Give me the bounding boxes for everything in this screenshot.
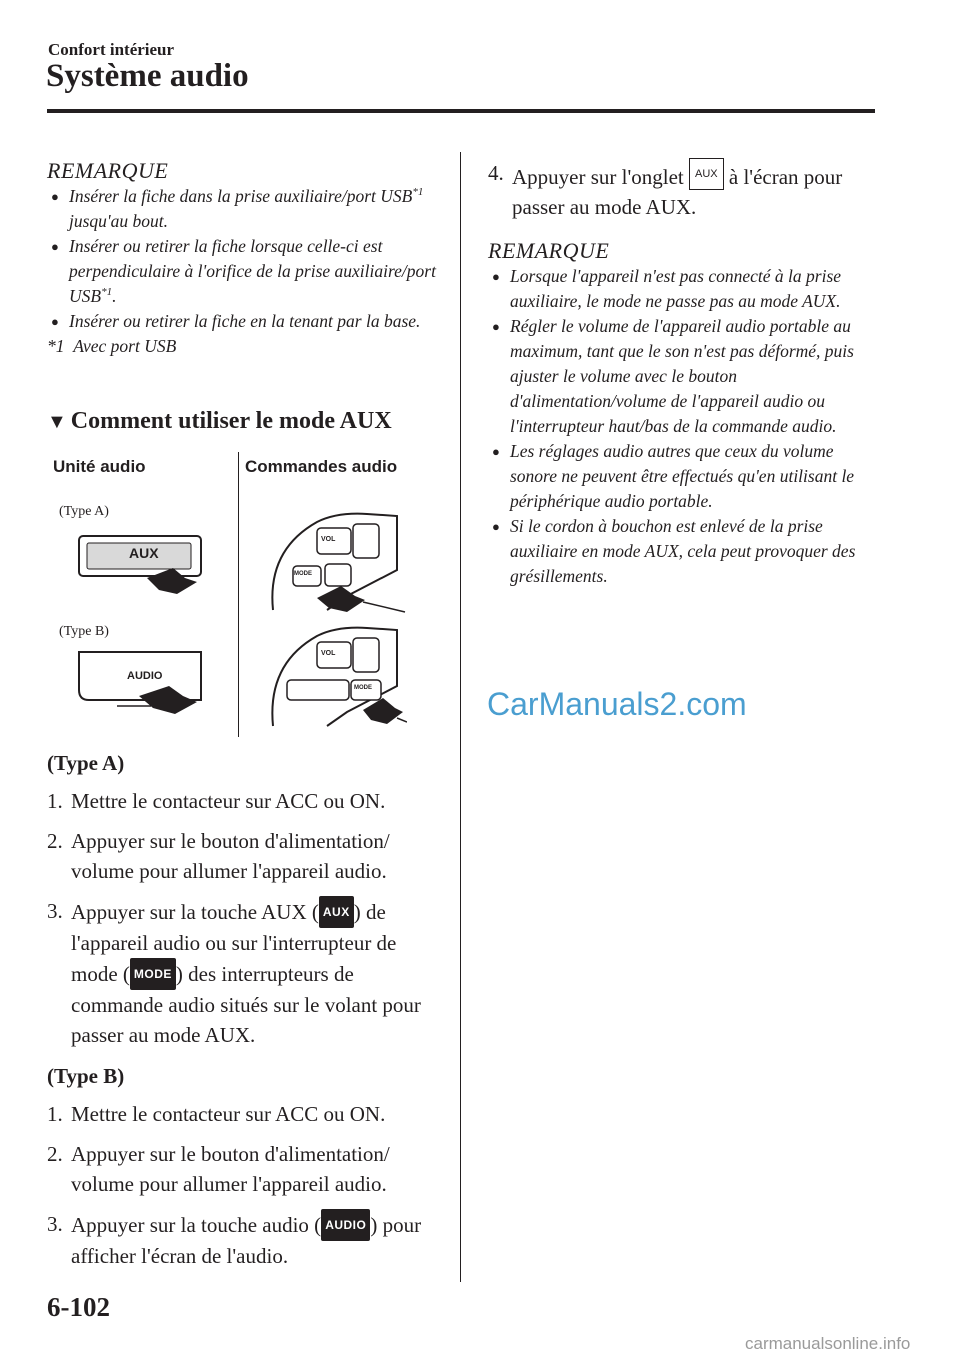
step-number: 3.	[47, 1212, 63, 1236]
step-item	[47, 1209, 442, 1271]
mode-key-label-b: MODE	[354, 685, 372, 691]
step-text: à l'écran pour passer au mode AUX.	[512, 165, 843, 219]
remark-heading: REMARQUE	[488, 238, 610, 263]
audio-key-icon: AUDIO	[321, 1209, 370, 1241]
remark-text: Insérer ou retirer la fiche en la tenant par la base.	[69, 311, 421, 331]
audio-controls-figure	[47, 452, 447, 737]
aux-tab-icon: AUX	[689, 158, 724, 190]
step-item	[47, 1099, 442, 1129]
type-b-label: (Type B)	[59, 624, 109, 639]
vol-key-label-b: VOL	[321, 650, 336, 657]
bullet-icon: ●	[51, 314, 59, 329]
remark-item	[47, 184, 442, 234]
audio-unit-drawing	[77, 648, 207, 718]
bullet-icon: ●	[51, 189, 59, 204]
step-number: 3.	[47, 899, 63, 923]
remark-text: Insérer la fiche dans la prise auxiliaire/port USB	[69, 186, 413, 206]
step-number: 1.	[47, 789, 63, 813]
step-number: 4.	[488, 161, 504, 185]
audio-key-label: AUDIO	[127, 670, 163, 682]
mode-key-label-a: MODE	[294, 571, 312, 577]
title-rule	[47, 109, 875, 113]
footnote-mark: *1	[47, 336, 65, 356]
controls-label: Commandes audio	[245, 457, 398, 476]
step-item	[488, 158, 878, 222]
remark-item	[488, 439, 878, 514]
triangle-down-icon: ▼	[47, 411, 67, 433]
remark-heading: REMARQUE	[47, 158, 169, 183]
left-remark	[47, 158, 442, 359]
type-b-heading: (Type B)	[47, 1064, 125, 1088]
steering-controls-a-drawing	[267, 510, 407, 620]
bullet-icon: ●	[492, 319, 500, 334]
aux-key-icon: AUX	[319, 896, 354, 928]
remark-item	[488, 514, 878, 589]
step-text: Appuyer sur la touche audio (	[71, 1213, 322, 1237]
section-heading-text: Comment utiliser le mode AUX	[70, 408, 392, 434]
figure-divider	[238, 452, 239, 737]
bullet-icon: ●	[492, 519, 500, 534]
bullet-icon: ●	[492, 444, 500, 459]
step-number: 2.	[47, 829, 63, 853]
step-text: ) des interrupteurs de commande audio situés sur le volant pour passer au mode AUX.	[71, 962, 421, 1047]
page-number: 6-102	[47, 1292, 110, 1322]
type-a-heading: (Type A)	[47, 751, 125, 775]
aux-unit-drawing	[77, 532, 207, 596]
remark-item	[488, 264, 878, 314]
step-text: ) de l'appareil audio ou sur l'interrupteur de mode (	[71, 900, 397, 986]
column-divider	[460, 152, 461, 1282]
steering-controls-b-drawing	[267, 624, 407, 736]
bullet-icon: ●	[492, 269, 500, 284]
step-text: Mettre le contacteur sur ACC ou ON.	[71, 789, 386, 813]
section-heading	[47, 408, 392, 435]
step-item	[47, 786, 442, 816]
remark-item	[47, 309, 442, 334]
step-text: Appuyer sur la touche AUX (	[71, 900, 319, 924]
watermark: CarManuals2.com	[487, 686, 747, 722]
instructions-left	[47, 751, 442, 1271]
step-text: Appuyer sur le bouton d'alimentation/ volume pour allumer l'appareil audio.	[71, 1142, 390, 1196]
footnote-ref: *1	[412, 186, 424, 199]
right-column	[488, 158, 878, 589]
footnote-text: Avec port USB	[73, 336, 177, 356]
remark-item	[488, 314, 878, 439]
remark-item	[47, 234, 442, 309]
step-item	[47, 1139, 442, 1199]
type-a-label: (Type A)	[59, 504, 109, 519]
remark-text: Les réglages audio autres que ceux du volume sonore ne peuvent être effectués qu'en utilisant le périphérique audio portable.	[510, 441, 855, 511]
unit-label: Unité audio	[53, 457, 146, 476]
footnote	[47, 334, 442, 359]
step-text: Appuyer sur le bouton d'alimentation/ volume pour allumer l'appareil audio.	[71, 829, 390, 883]
remark-text: .	[112, 286, 117, 306]
remark-text: Si le cordon à bouchon est enlevé de la prise auxiliaire en mode AUX, cela peut provoquer des grésillements.	[510, 516, 856, 586]
mode-key-icon: MODE	[130, 958, 176, 990]
remark-text: Régler le volume de l'appareil audio portable au maximum, tant que le son n'est pas déformé, puis ajuster le volume avec le bouton d'alimentation/volume de l'appareil audio ou l'interrupteur haut/bas de la commande audio.	[510, 316, 854, 436]
step-item	[47, 826, 442, 886]
remark-text: jusqu'au bout.	[69, 211, 169, 231]
aux-key-label: AUX	[129, 545, 159, 561]
step-text: Appuyer sur l'onglet	[512, 165, 690, 189]
step-text: Mettre le contacteur sur ACC ou ON.	[71, 1102, 386, 1126]
step-item	[47, 896, 442, 1050]
footnote-ref: *1	[101, 286, 113, 299]
vol-key-label-a: VOL	[321, 536, 336, 543]
footer-site: carmanualsonline.info	[745, 1334, 911, 1353]
section-label: Confort intérieur	[48, 40, 175, 59]
step-text: ) pour afficher l'écran de l'audio.	[71, 1213, 422, 1268]
bullet-icon: ●	[51, 239, 59, 254]
step-number: 2.	[47, 1142, 63, 1166]
remark-text: Lorsque l'appareil n'est pas connecté à la prise auxiliaire, le mode ne passe pas au mode AUX.	[510, 266, 842, 311]
remark-text: Insérer ou retirer la fiche lorsque celle-ci est perpendiculaire à l'orifice de la prise auxiliaire/port USB	[69, 236, 436, 306]
step-number: 1.	[47, 1102, 63, 1126]
page-title: Système audio	[46, 58, 249, 94]
